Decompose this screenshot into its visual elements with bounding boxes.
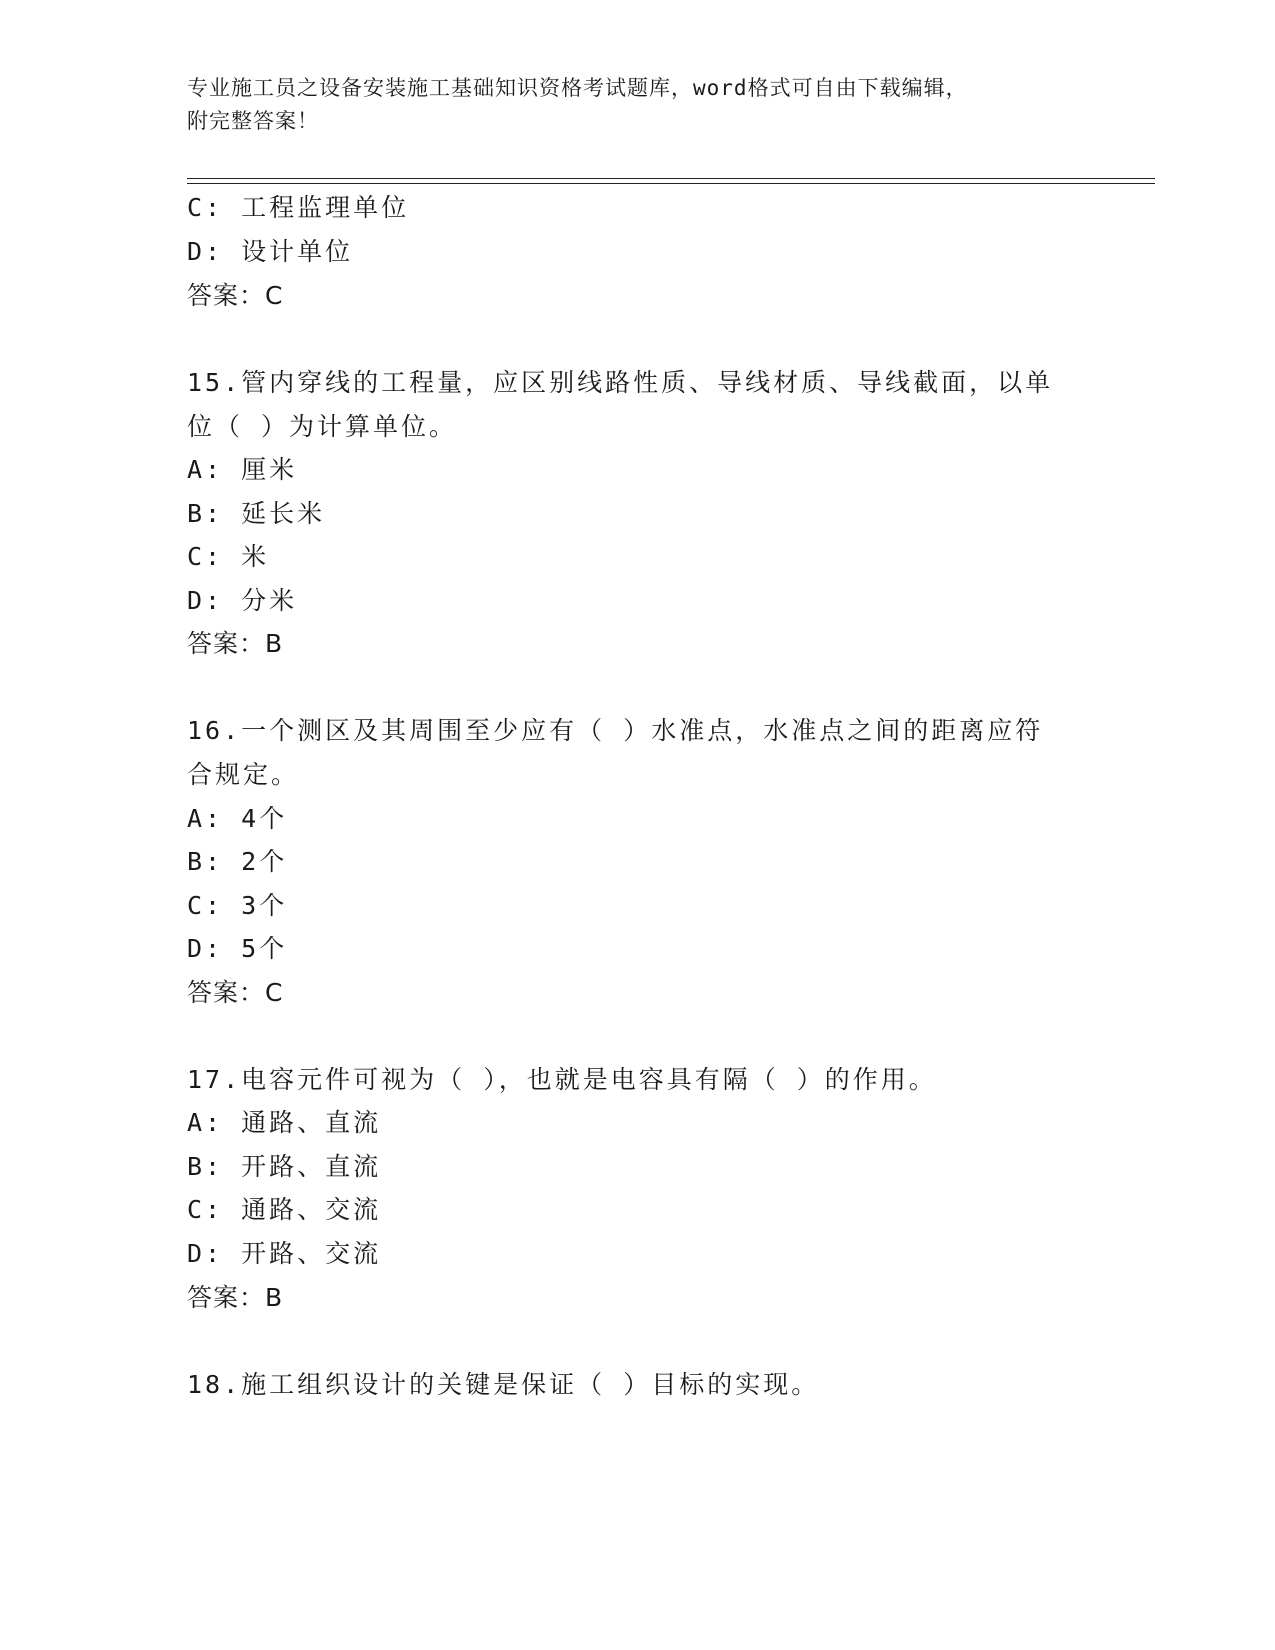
option-label: C: bbox=[187, 891, 224, 920]
option-label: D: bbox=[187, 586, 224, 615]
option-text: 开路、直流 bbox=[241, 1152, 382, 1181]
option-text: 厘米 bbox=[241, 455, 298, 484]
question-16-option-b bbox=[187, 847, 287, 877]
question-17-option-a bbox=[187, 1108, 381, 1138]
option-text: 通路、直流 bbox=[241, 1108, 382, 1137]
question-15-option-c bbox=[187, 542, 269, 572]
question-15-answer: 答案：B bbox=[187, 629, 284, 658]
question-15-stem-line-2: 位（ ）为计算单位。 bbox=[187, 412, 458, 441]
question-16-answer: 答案：C bbox=[187, 978, 284, 1007]
option-label: C: bbox=[187, 542, 224, 571]
option-text: 通路、交流 bbox=[241, 1195, 382, 1224]
document-header bbox=[187, 72, 1067, 138]
option-text: 开路、交流 bbox=[241, 1239, 382, 1268]
option-text: 4个 bbox=[241, 804, 288, 833]
question-15-option-d bbox=[187, 586, 297, 616]
option-label: A: bbox=[187, 455, 224, 484]
option-label: C: bbox=[187, 1195, 224, 1224]
question-18-stem-line-1: 18.施工组织设计的关键是保证（ ）目标的实现。 bbox=[187, 1370, 820, 1399]
header-divider-top bbox=[187, 178, 1155, 179]
question-17-option-b bbox=[187, 1152, 381, 1182]
option-label: D: bbox=[187, 1239, 224, 1268]
question-17-option-c bbox=[187, 1195, 381, 1225]
header-line-2: 附完整答案！ bbox=[187, 109, 319, 133]
option-text: 米 bbox=[241, 542, 270, 571]
option-c bbox=[187, 193, 409, 223]
question-16-option-a bbox=[187, 804, 287, 834]
option-label: B: bbox=[187, 1152, 224, 1181]
option-text: 分米 bbox=[241, 586, 298, 615]
question-16-stem-line-1: 16.一个测区及其周围至少应有（ ）水准点，水准点之间的距离应符 bbox=[187, 716, 1044, 745]
option-text: 5个 bbox=[241, 934, 288, 963]
option-label: A: bbox=[187, 804, 224, 833]
option-text: 2个 bbox=[241, 847, 288, 876]
option-label: B: bbox=[187, 499, 224, 528]
option-label: D: bbox=[187, 237, 224, 266]
header-divider-bottom bbox=[187, 183, 1155, 184]
header-line-1: 专业施工员之设备安装施工基础知识资格考试题库，word格式可自由下载编辑， bbox=[187, 76, 968, 100]
question-15-option-b bbox=[187, 499, 325, 529]
option-label: D: bbox=[187, 934, 224, 963]
option-label: B: bbox=[187, 847, 224, 876]
question-17-stem-line-1: 17.电容元件可视为（ ），也就是电容具有隔（ ）的作用。 bbox=[187, 1065, 937, 1094]
option-d bbox=[187, 237, 353, 267]
question-15-option-a bbox=[187, 455, 297, 485]
option-text: 延长米 bbox=[241, 499, 326, 528]
question-17-option-d bbox=[187, 1239, 381, 1269]
question-16-option-d bbox=[187, 934, 287, 964]
option-label: A: bbox=[187, 1108, 224, 1137]
answer-line: 答案：C bbox=[187, 281, 284, 310]
question-17-answer: 答案：B bbox=[187, 1283, 284, 1312]
option-label: C: bbox=[187, 193, 224, 222]
option-text: 设计单位 bbox=[241, 237, 354, 266]
option-text: 工程监理单位 bbox=[241, 193, 410, 222]
question-16-option-c bbox=[187, 891, 287, 921]
option-text: 3个 bbox=[241, 891, 288, 920]
question-15-stem-line-1: 15.管内穿线的工程量，应区别线路性质、导线材质、导线截面，以单 bbox=[187, 368, 1054, 397]
question-16-stem-line-2: 合规定。 bbox=[187, 760, 300, 789]
